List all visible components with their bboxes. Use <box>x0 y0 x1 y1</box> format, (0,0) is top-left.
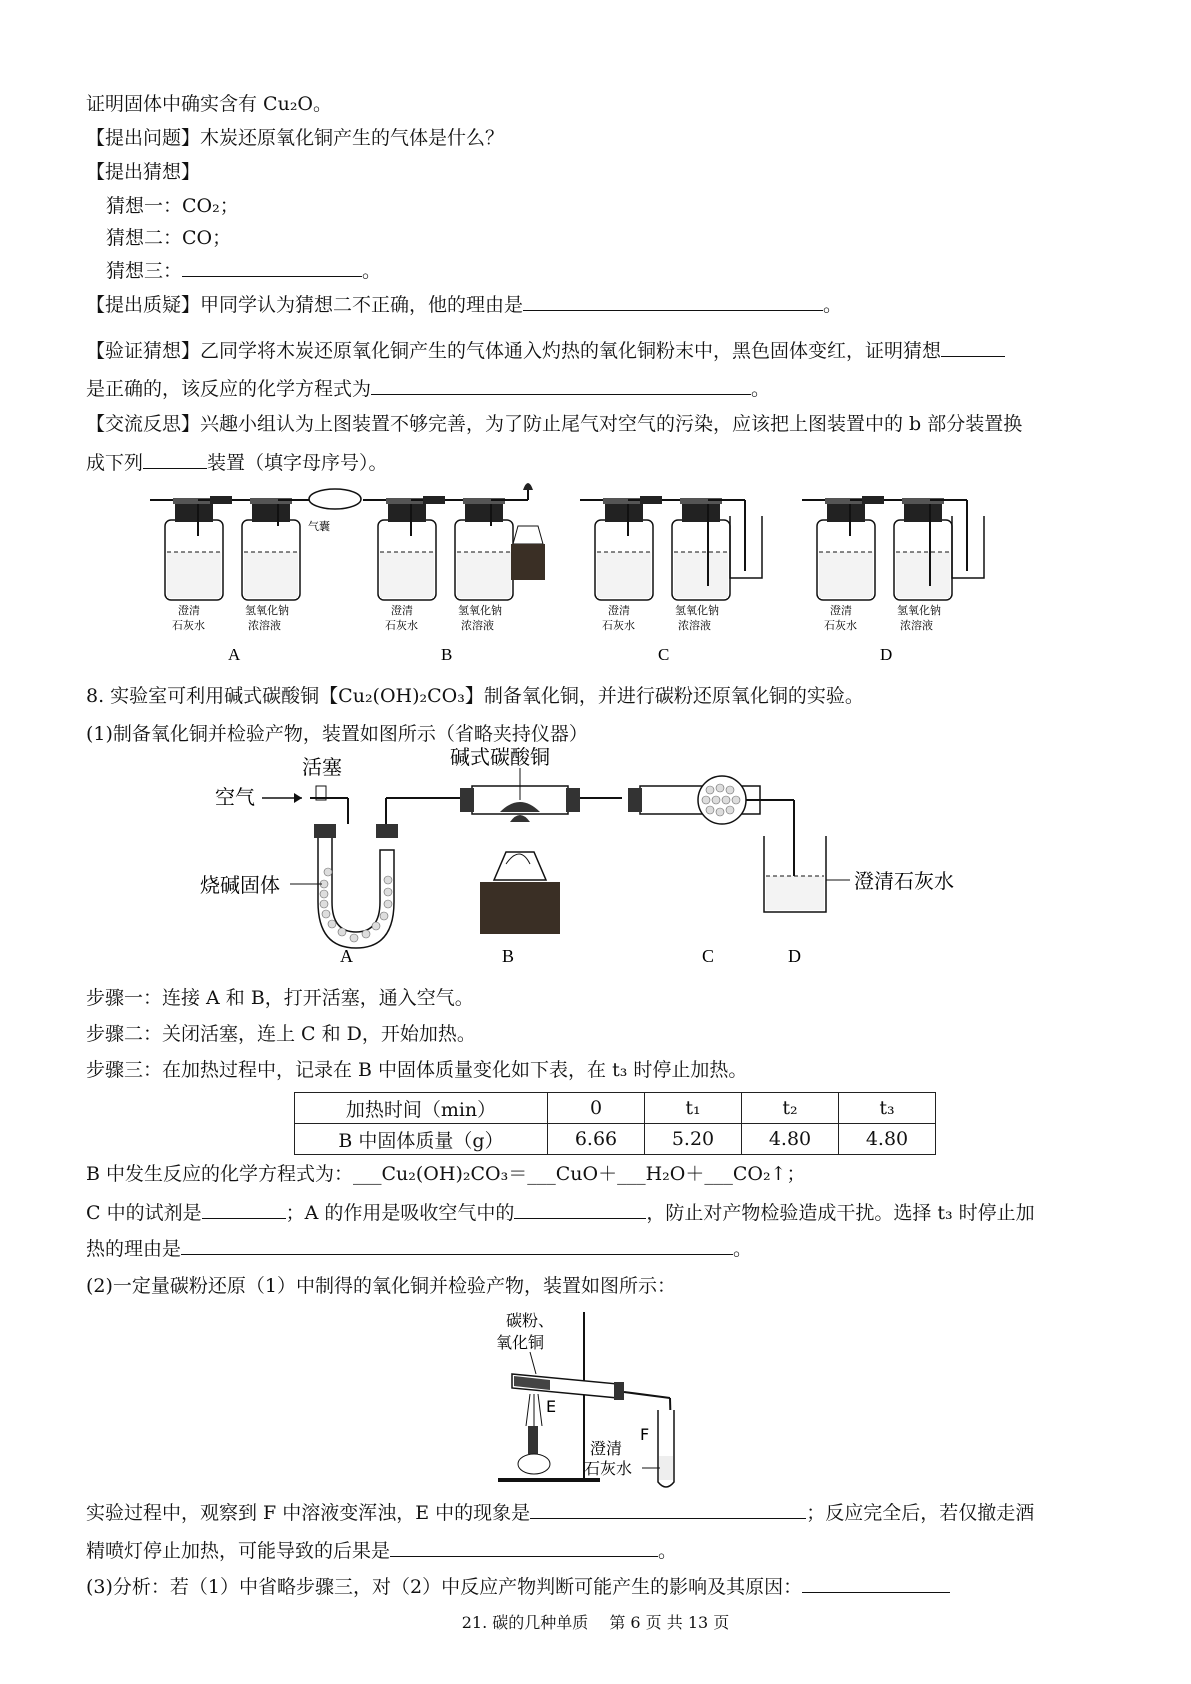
table-cell: 4.80 <box>742 1124 839 1155</box>
label-c: C <box>702 946 715 966</box>
bottle-label: 氢氧化钠 <box>245 604 289 617</box>
label-a: A <box>340 946 353 966</box>
part-1-title: (1)制备氧化铜并检验产物，装置如图所示（省略夹持仪器） <box>86 723 588 745</box>
bottle-label: 浓溶液 <box>900 619 933 632</box>
bottle-label: 澄清 <box>178 604 200 617</box>
bottle-label: 氢氧化钠 <box>897 604 941 617</box>
table-cell: 0 <box>548 1093 645 1124</box>
section-hypothesis: 【提出猜想】 <box>86 161 201 183</box>
solid-label: 碱式碳酸铜 <box>450 745 550 769</box>
bottle-label: 石灰水 <box>602 619 635 632</box>
hypothesis-2: 猜想二：CO； <box>106 227 232 249</box>
answer-blank[interactable] <box>530 1500 806 1519</box>
air-label: 空气 <box>215 785 255 809</box>
limewater-label: 澄清石灰水 <box>854 869 954 893</box>
bottle-label: 石灰水 <box>824 619 857 632</box>
observation-line: 实验过程中，观察到 F 中溶液变浑浊，E 中的现象是 ；反应完全后，若仅撤走酒 <box>86 1502 1035 1524</box>
bottle-label: 澄清 <box>391 604 413 617</box>
bottle-label: 石灰水 <box>172 619 205 632</box>
tube-label-e: E <box>546 1397 557 1416</box>
page-footer: 21. 碳的几种单质 第 6 页 共 13 页 <box>461 1613 730 1632</box>
part-3-line: (3)分析：若（1）中省略步骤三，对（2）中反应产物判断可能产生的影响及其原因： <box>86 1574 950 1599</box>
limewater-label: 澄清 <box>590 1439 623 1458</box>
reagent-line: C 中的试剂是 ；A 的作用是吸收空气中的 ，防止对产物检验造成干扰。选择 t₃ 时停止加 <box>86 1202 1035 1224</box>
apparatus-options-figure <box>150 486 1090 666</box>
hypothesis-1: 猜想一：CO₂； <box>106 195 239 217</box>
part-2-title: (2)一定量碳粉还原（1）中制得的氧化铜并检验产物，装置如图所示： <box>86 1275 677 1297</box>
answer-blank[interactable] <box>371 376 751 395</box>
step-3: 步骤三：在加热过程中，记录在 B 中固体质量变化如下表，在 t₃ 时停止加热。 <box>86 1059 748 1081</box>
hypothesis-3: 猜想三： 。 <box>106 260 382 282</box>
reason-line: 热的理由是 。 <box>86 1238 753 1260</box>
bottle-label: 氢氧化钠 <box>458 604 502 617</box>
table-cell: 5.20 <box>645 1124 742 1155</box>
table-cell: t₃ <box>839 1093 936 1124</box>
section-doubt: 【提出质疑】甲同学认为猜想二不正确，他的理由是 。 <box>86 294 843 316</box>
answer-blank[interactable] <box>182 258 362 277</box>
label-b: B <box>502 946 515 966</box>
answer-blank[interactable] <box>514 1200 646 1219</box>
option-c-apparatus <box>580 496 762 664</box>
table-cell: t₂ <box>742 1093 839 1124</box>
limewater-label: 石灰水 <box>584 1459 633 1478</box>
tube-label-f: F <box>640 1425 650 1444</box>
carbon-reduction-setup-figure <box>490 1306 730 1496</box>
option-label-b: B <box>441 645 453 664</box>
option-b-apparatus <box>363 483 545 664</box>
bottle-label: 澄清 <box>830 604 852 617</box>
answer-blank[interactable] <box>941 338 1005 357</box>
verify-line-2: 是正确的，该反应的化学方程式为 。 <box>86 378 771 400</box>
question-8: 8. 实验室可利用碱式碳酸铜【Cu₂(OH)₂CO₃】制备氧化铜，并进行碳粉还原氧化铜的实验。 <box>86 685 864 707</box>
balloon-label: 气囊 <box>308 520 330 533</box>
mass-table <box>294 1092 936 1155</box>
option-a-apparatus <box>150 489 361 664</box>
text-line: 证明固体中确实含有 Cu₂O。 <box>86 93 333 115</box>
section-verify: 【验证猜想】乙同学将木炭还原氧化铜产生的气体通入灼热的氧化铜粉末中，黑色固体变红，证明猜想 <box>86 338 1005 363</box>
bottle-label: 澄清 <box>608 604 630 617</box>
table-cell: B 中固体质量（g） <box>295 1124 548 1155</box>
option-label-c: C <box>658 645 670 664</box>
reflect-line-2: 成下列 装置（填字母序号）。 <box>86 452 388 474</box>
reagent-label: 氧化铜 <box>496 1333 545 1352</box>
table-cell: 加热时间（min） <box>295 1093 548 1124</box>
table-cell: 4.80 <box>839 1124 936 1155</box>
answer-blank[interactable] <box>202 1200 286 1219</box>
option-d-apparatus <box>802 496 984 664</box>
bottle-label: 石灰水 <box>385 619 418 632</box>
stopcock-label: 活塞 <box>302 755 342 779</box>
table-row <box>295 1124 936 1155</box>
step-1: 步骤一：连接 A 和 B，打开活塞，通入空气。 <box>86 987 474 1009</box>
answer-blank[interactable] <box>390 1538 658 1557</box>
bottle-label: 氢氧化钠 <box>675 604 719 617</box>
label-d: D <box>788 946 801 966</box>
section-question: 【提出问题】木炭还原氧化铜产生的气体是什么？ <box>86 127 505 149</box>
naoh-label: 烧碱固体 <box>200 873 280 897</box>
bottle-label: 浓溶液 <box>248 619 281 632</box>
equation-line: B 中发生反应的化学方程式为：___Cu₂(OH)₂CO₃＝___CuO＋___H₂O＋___CO₂↑； <box>86 1163 806 1185</box>
answer-blank[interactable] <box>181 1236 733 1255</box>
option-label-a: A <box>228 645 241 664</box>
table-cell: 6.66 <box>548 1124 645 1155</box>
option-label-d: D <box>880 645 893 664</box>
answer-blank[interactable] <box>523 292 823 311</box>
section-reflect: 【交流反思】兴趣小组认为上图装置不够完善，为了防止尾气对空气的污染，应该把上图装置中的 b 部分装置换 <box>86 413 1023 435</box>
bottle-label: 浓溶液 <box>678 619 711 632</box>
table-row <box>295 1093 936 1124</box>
step-2: 步骤二：关闭活塞，连上 C 和 D，开始加热。 <box>86 1023 476 1045</box>
answer-blank[interactable] <box>802 1574 950 1593</box>
reagent-label: 碳粉、 <box>506 1311 555 1330</box>
table-cell: t₁ <box>645 1093 742 1124</box>
bottle-label: 浓溶液 <box>461 619 494 632</box>
copper-oxide-setup-figure <box>200 745 1060 974</box>
answer-blank[interactable] <box>143 450 207 469</box>
consequence-line: 精喷灯停止加热，可能导致的后果是 。 <box>86 1540 678 1562</box>
